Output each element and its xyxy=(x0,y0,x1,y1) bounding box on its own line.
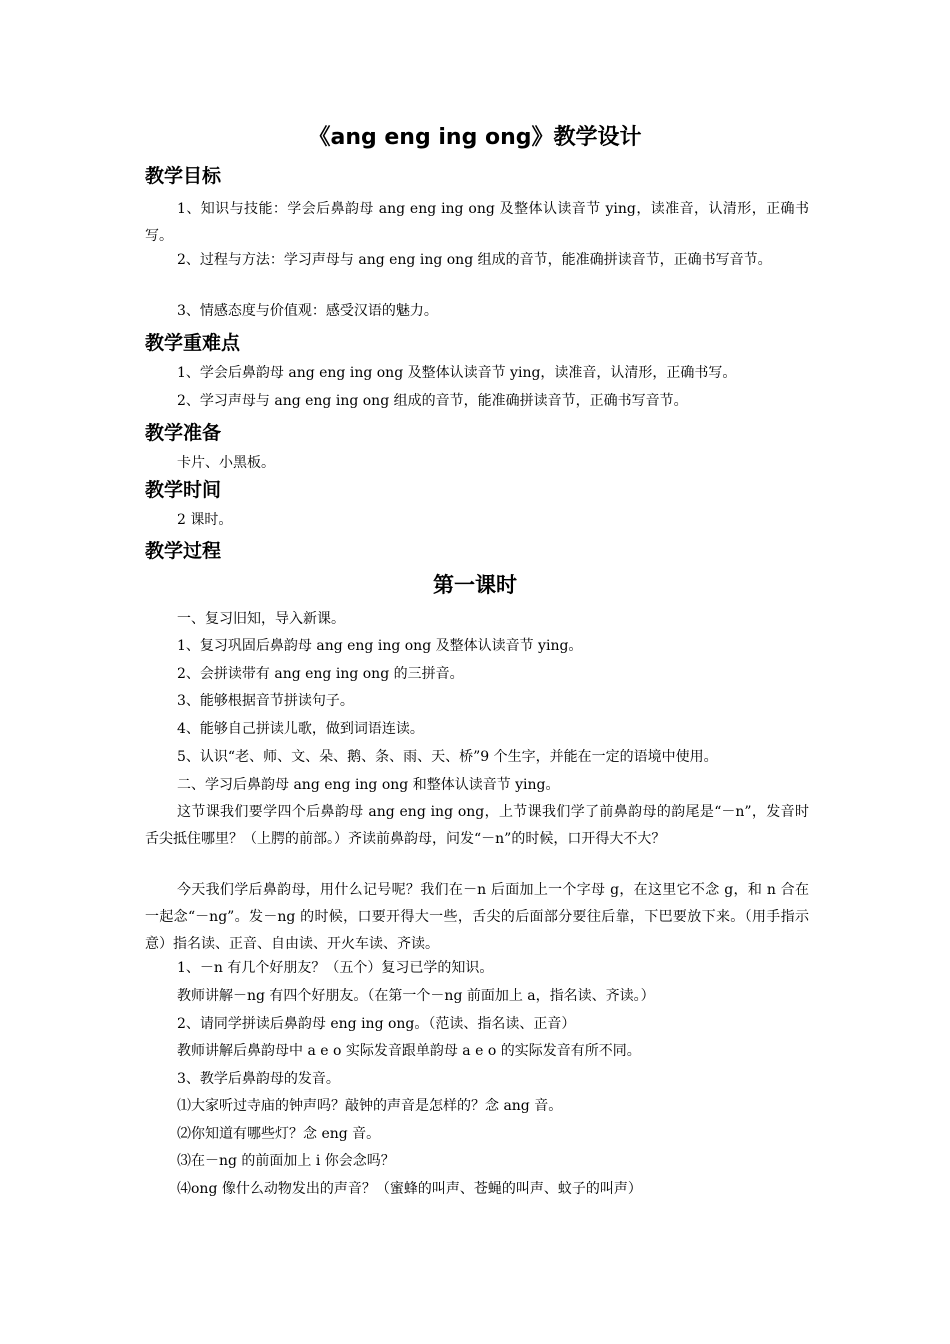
goal-item-1: 1、知识与技能：学会后鼻韵母 ang eng ing ong 及整体认读音节 ying，读准音，认清形，正确书写。 xyxy=(145,201,809,244)
heading-teaching-goals: 教学目标 xyxy=(145,165,222,187)
process-item-17: ⑶在－ng 的前面加上 i 你会念吗？ xyxy=(177,1153,395,1169)
process-item-15: ⑴大家听过寺庙的钟声吗？敲钟的声音是怎样的？念 ang 音。 xyxy=(177,1098,563,1114)
process-item-4: 3、能够根据音节拼读句子。 xyxy=(177,693,354,709)
heading-teaching-process: 教学过程 xyxy=(145,540,222,562)
key-point-item-2: 2、学习声母与 ang eng ing ong 组成的音节，能准确拼读音节，正确书写音节。 xyxy=(177,393,688,409)
preparation-item: 卡片、小黑板。 xyxy=(177,455,275,471)
process-item-10: 1、－n 有几个好朋友？（五个）复习已学的知识。 xyxy=(177,960,494,976)
lesson-one-title: 第一课时 xyxy=(433,573,517,597)
heading-key-points: 教学重难点 xyxy=(145,332,241,354)
heading-preparation: 教学准备 xyxy=(145,422,222,444)
process-item-12: 2、请同学拼读后鼻韵母 eng ing ong。（范读、指名读、正音） xyxy=(177,1016,576,1032)
process-item-14: 3、教学后鼻韵母的发音。 xyxy=(177,1071,340,1087)
time-item: 2 课时。 xyxy=(177,512,233,528)
process-item-3: 2、会拼读带有 ang eng ing ong 的三拼音。 xyxy=(177,666,464,682)
heading-teaching-time: 教学时间 xyxy=(145,479,222,501)
process-item-11: 教师讲解－ng 有四个好朋友。（在第一个－ng 前面加上 a，指名读、齐读。） xyxy=(177,988,655,1004)
process-item-1: 一、复习旧知，导入新课。 xyxy=(177,611,345,627)
process-item-13: 教师讲解后鼻韵母中 a e o 实际发音跟单韵母 a e o 的实际发音有所不同。 xyxy=(177,1043,641,1059)
process-item-5: 4、能够自己拼读儿歌，做到词语连读。 xyxy=(177,721,424,737)
process-item-2: 1、复习巩固后鼻韵母 ang eng ing ong 及整体认读音节 ying。 xyxy=(177,638,583,654)
process-item-7: 二、学习后鼻韵母 ang eng ing ong 和整体认读音节 ying。 xyxy=(177,777,560,793)
document-title: 《ang eng ing ong》教学设计 xyxy=(308,125,642,150)
process-item-18: ⑷ong 像什么动物发出的声音？（蜜蜂的叫声、苍蝇的叫声、蚊子的叫声） xyxy=(177,1181,642,1197)
process-item-16: ⑵你知道有哪些灯？念 eng 音。 xyxy=(177,1126,381,1142)
process-item-9: 今天我们学后鼻韵母，用什么记号呢？我们在－n 后面加上一个字母 g，在这里它不念 g，和 n 合在一起念“－ng”。发－ng 的时候，口要开得大一些，舌尖的后面部分要往后靠，下巴要放下来。（用手指示意）指名读、正音、自由读、开火车读、齐读。 xyxy=(145,882,809,952)
goal-item-2: 2、过程与方法：学习声母与 ang eng ing ong 组成的音节，能准确拼读音节，正确书写音节。 xyxy=(177,252,772,268)
process-item-8: 这节课我们要学四个后鼻韵母 ang eng ing ong，上节课我们学了前鼻韵母的韵尾是“－n”，发音时舌尖抵住哪里？（上腭的前部。）齐读前鼻韵母，问发“－n”的时候，口开得大不大？ xyxy=(145,804,809,847)
key-point-item-1: 1、学会后鼻韵母 ang eng ing ong 及整体认读音节 ying，读准音，认清形，正确书写。 xyxy=(177,365,737,381)
process-item-6: 5、认识“老、师、文、朵、鹅、条、雨、天、桥”9 个生字，并能在一定的语境中使用。 xyxy=(177,749,718,765)
goal-item-3: 3、情感态度与价值观：感受汉语的魅力。 xyxy=(177,303,438,319)
